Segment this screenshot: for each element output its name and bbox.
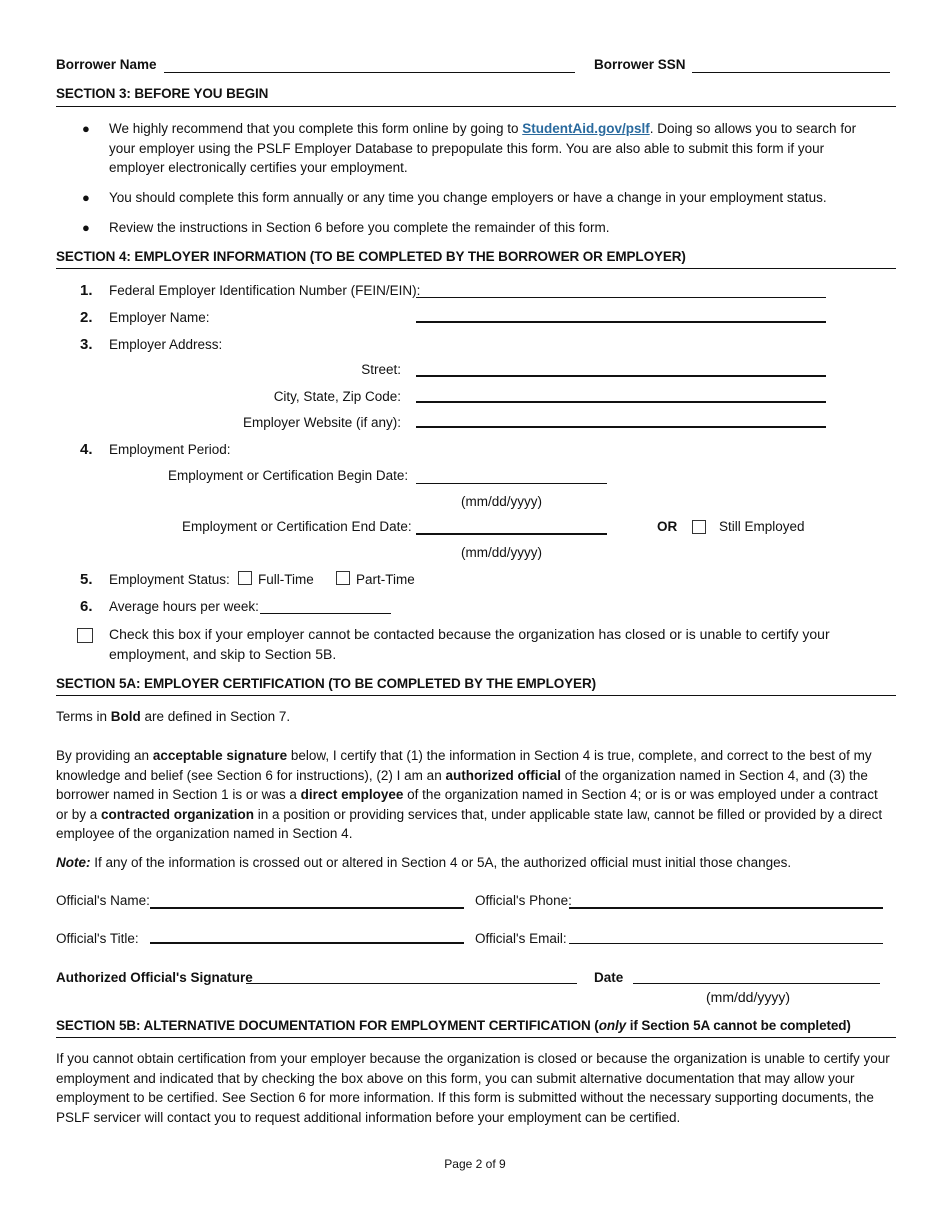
- bullet1-text-pre: We highly recommend that you complete this form online by going to: [109, 121, 523, 136]
- average-hours-field[interactable]: [260, 613, 391, 614]
- or-label: OR: [657, 519, 678, 534]
- section3-bullet-1: [109, 119, 879, 178]
- part-time-label: Part-Time: [356, 572, 415, 587]
- official-title-label: Official's Title:: [56, 931, 139, 946]
- bullet-icon: ●: [82, 190, 90, 205]
- section3-divider: [56, 106, 896, 107]
- terms-post: are defined in Section 7.: [140, 709, 291, 724]
- employer-closed-checkbox[interactable]: [77, 628, 93, 643]
- item-number-1: 1.: [80, 282, 93, 299]
- section5b-divider: [56, 1037, 896, 1038]
- cert-text: of the organization named in Section 4, and (3) the borrower named in Section 1 is or was a: [56, 767, 868, 802]
- item-number-3: 3.: [80, 336, 93, 353]
- terms-note: [56, 707, 856, 727]
- section3-bullet-2: You should complete this form annually or any time you change employers or have a change in your employment status.: [109, 190, 827, 205]
- cert-text: in a position or providing services that, under applicable state law, cannot be filled or provided by a direct employee of the organization named in Section 4.: [56, 806, 883, 841]
- street-field[interactable]: [416, 375, 826, 377]
- employer-website-label: Employer Website (if any):: [242, 415, 401, 430]
- city-state-zip-label: City, State, Zip Code:: [273, 389, 401, 404]
- still-employed-label: Still Employed: [719, 519, 805, 534]
- item-number-6: 6.: [80, 598, 93, 615]
- note-label: Note:: [56, 855, 91, 870]
- official-phone-field[interactable]: [569, 907, 883, 909]
- date-label: Date: [594, 970, 624, 985]
- item-number-5: 5.: [80, 571, 93, 588]
- cert-text: By providing an: [56, 748, 153, 763]
- begin-date-label: Employment or Certification Begin Date:: [168, 468, 409, 483]
- section5b-title-only: only: [598, 1018, 627, 1033]
- city-state-zip-field[interactable]: [416, 401, 826, 403]
- section5b-body: If you cannot obtain certification from your employer because the organization is closed or because the organization is unable to certify your employment and indicated that by checking the box above on this form, you can submit alternative documentation that may allow your employment to be certified. See Section 6 for more information. If this form is submitted without the necessary supporting documents, the PSLF servicer will contact you to request additional information before your employment can be certified.: [56, 1051, 890, 1125]
- terms-bold: Bold: [110, 709, 141, 724]
- part-time-checkbox[interactable]: [336, 571, 350, 585]
- section4-title: SECTION 4: EMPLOYER INFORMATION (TO BE COMPLETED BY THE BORROWER OR EMPLOYER): [56, 249, 686, 264]
- page-number: Page 2 of 9: [444, 1157, 506, 1171]
- official-title-field[interactable]: [150, 942, 464, 944]
- cert-term: direct employee: [300, 787, 404, 802]
- bullet1-text-post: . Doing so allows you to search for your employer using the PSLF Employer Database to prepopulate this form. You are also able to submit this form if your employer electronically certifies your employment.: [109, 121, 857, 175]
- still-employed-checkbox[interactable]: [692, 520, 706, 534]
- employer-name-field[interactable]: [416, 321, 826, 323]
- bullet-icon: ●: [82, 121, 90, 136]
- official-name-label: Official's Name:: [56, 893, 150, 908]
- studentaid-link[interactable]: StudentAid.gov/pslf: [522, 121, 650, 136]
- cert-term: acceptable signature: [152, 748, 288, 763]
- terms-pre: Terms in: [56, 709, 111, 724]
- section5b-title-post: if Section 5A cannot be completed): [626, 1018, 851, 1033]
- section5b-title: [56, 1018, 851, 1033]
- cert-text: of the organization named in Section 4; or is or was employed under a contract or by a: [56, 787, 878, 822]
- begin-date-field[interactable]: [416, 483, 607, 484]
- signature-date-format: (mm/dd/yyyy): [706, 989, 790, 1005]
- end-date-field[interactable]: [416, 533, 607, 535]
- official-email-field[interactable]: [569, 943, 883, 944]
- employment-period-label: Employment Period:: [109, 442, 231, 457]
- certification-paragraph: [56, 746, 892, 844]
- item-number-2: 2.: [80, 309, 93, 326]
- signature-field[interactable]: [246, 983, 577, 984]
- section5b-title-pre: SECTION 5B: ALTERNATIVE DOCUMENTATION FOR EMPLOYMENT CERTIFICATION (: [56, 1018, 599, 1033]
- borrower-name-field[interactable]: [164, 72, 575, 73]
- average-hours-label: Average hours per week:: [109, 599, 259, 614]
- bullet-icon: ●: [82, 220, 90, 235]
- employment-status-label: Employment Status:: [109, 572, 230, 587]
- official-email-label: Official's Email:: [475, 931, 567, 946]
- note-paragraph: [56, 853, 896, 873]
- begin-date-format: (mm/dd/yyyy): [461, 494, 542, 509]
- employer-name-label: Employer Name:: [109, 310, 210, 325]
- section5a-divider: [56, 695, 896, 696]
- section4-divider: [56, 268, 896, 269]
- cert-term: contracted organization: [101, 806, 255, 822]
- signature-date-field[interactable]: [633, 983, 880, 984]
- full-time-checkbox[interactable]: [238, 571, 252, 585]
- employer-closed-text: Check this box if your employer cannot be contacted because the organization has closed or is unable to certify your employment, and skip to Section 5B.: [109, 626, 830, 662]
- employer-website-field[interactable]: [416, 426, 826, 428]
- borrower-ssn-label: Borrower SSN: [594, 57, 686, 72]
- end-date-label: Employment or Certification End Date:: [182, 519, 412, 534]
- borrower-ssn-field[interactable]: [692, 72, 890, 73]
- fein-field[interactable]: [416, 297, 826, 298]
- fein-label: Federal Employer Identification Number (FEIN/EIN):: [109, 283, 421, 298]
- official-name-field[interactable]: [150, 907, 464, 909]
- note-text: If any of the information is crossed out or altered in Section 4 or 5A, the authorized official must initial those changes.: [90, 855, 792, 870]
- borrower-name-label: Borrower Name: [56, 57, 157, 72]
- section3-bullet-3: Review the instructions in Section 6 before you complete the remainder of this form.: [109, 220, 610, 235]
- signature-label: Authorized Official's Signature: [56, 970, 253, 985]
- full-time-label: Full-Time: [258, 572, 314, 587]
- section5a-title: SECTION 5A: EMPLOYER CERTIFICATION (TO BE COMPLETED BY THE EMPLOYER): [56, 676, 596, 691]
- end-date-format: (mm/dd/yyyy): [461, 545, 542, 560]
- cert-text: below, I certify that (1) the information in Section 4 is true, complete, and correct to the best of my knowledge and belief (see Section 6 for instructions), (2) I am an: [56, 748, 872, 783]
- street-label: Street:: [361, 362, 401, 377]
- cert-term: authorized official: [445, 767, 561, 783]
- official-phone-label: Official's Phone:: [475, 893, 572, 908]
- item-number-4: 4.: [80, 441, 93, 458]
- section3-title: SECTION 3: BEFORE YOU BEGIN: [56, 86, 269, 101]
- employer-address-label: Employer Address:: [109, 337, 223, 352]
